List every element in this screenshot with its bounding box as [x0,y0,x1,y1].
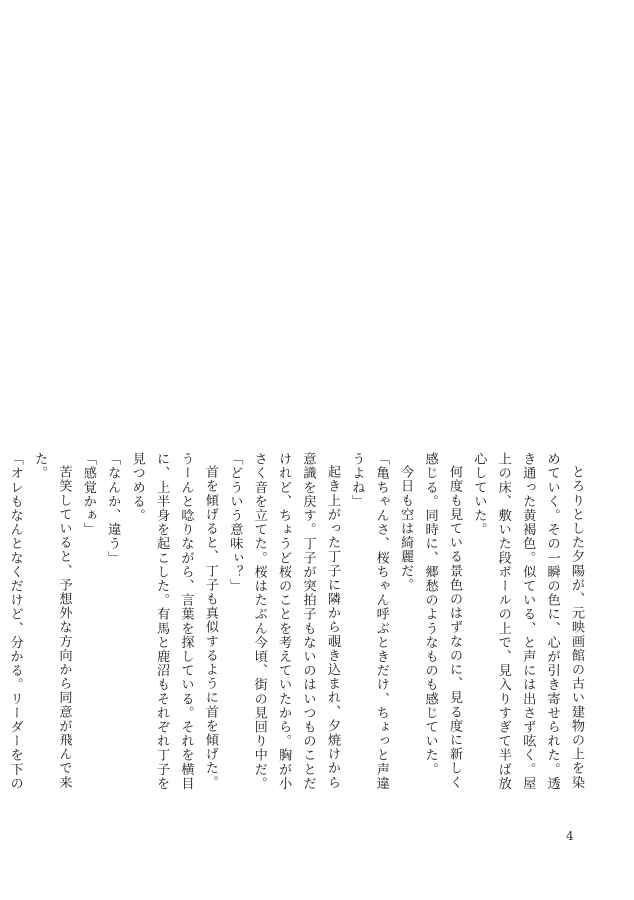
vertical-text-body [7,452,588,792]
dialogue-line: 「亀ちゃんさ、桜ちゃん呼ぶときだけ、ちょっと声違うよね」 [349,452,389,791]
dialogue-line: 「なんか、違う」 [105,452,121,565]
paragraph: 首を傾げると、丁子も真似するように首を傾げた。うーんと唸りながら、言葉を探している。それを横目に、上半身を起こした。有馬と鹿沼もそれぞれ丁子を見つめる。 [129,452,218,791]
paragraph: とろりとした夕陽が、元映画館の古い建物の上を染めていく。その一瞬の色に、心が引き寄せられた。透き通った黄褐色。似ている、と声には出さず呟く。屋上の床、敷いた段ボールの上で、見入りすぎて半ば放心していた。 [471,452,584,791]
dialogue-line: 「感覚かぁ」 [80,452,96,537]
paragraph: 起き上がった丁子に隣から覗き込まれ、夕焼けから意識を戻す。丁子が突拍子もないのはいつものことだけれど、ちょうど桜のことを考えていたから。胸が小さく音を立てた。桜はたぶん今頃、街の見回り中だ。 [251,452,340,791]
dialogue-line: 「オレもなんとなくだけど、分かる。リーダーを下の [7,452,23,791]
paragraph: 何度も見ている景色のはずなのに、見る度に新しく感じる。同時に、郷愁のようなものも感じていた。 [422,452,462,790]
paragraph: 苦笑していると、予想外な方向から同意が飛んで来た。 [32,452,72,790]
paragraph: 今日も空は綺麗だ。 [398,465,414,593]
page-number: 4 [566,829,574,843]
dialogue-line: 「どういう意味ぃ？」 [227,452,243,593]
